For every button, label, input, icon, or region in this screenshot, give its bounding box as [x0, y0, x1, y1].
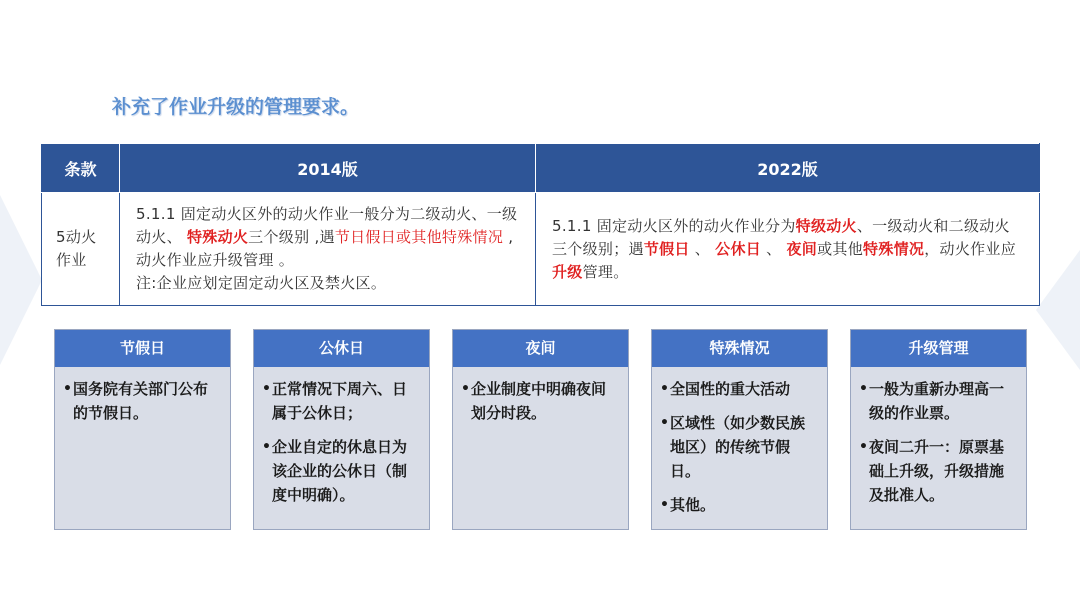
- text-2022-upgrade: 升级: [552, 262, 583, 281]
- text-2022-sep1: 、: [689, 239, 716, 258]
- text-2022-part11: ，动火作业应: [924, 239, 1017, 258]
- text-2022-part9: 或其他: [817, 239, 864, 258]
- page-heading: 补充了作业升级的管理要求。: [112, 96, 360, 118]
- text-2014-part1: 5.1.1 固定动火区外的动火作业一般分为二级动火、一级动火、: [136, 205, 518, 246]
- list-item: • 全国性的重大活动: [660, 377, 815, 401]
- list-item: • 区域性（如少数民族地区）的传统节假日。: [660, 411, 815, 483]
- text-2014-note: 注:企业应划定固定动火区及禁火区。: [136, 274, 387, 292]
- card-title: 夜间: [453, 330, 628, 367]
- list-item: • 其他。: [660, 493, 815, 517]
- text-2014-special-fire: 特殊动火: [186, 228, 249, 246]
- card-list: [851, 367, 1026, 507]
- text-2022-super-fire: 特级动火: [795, 216, 857, 235]
- card-rest-day: [253, 329, 430, 530]
- card-list: [652, 367, 827, 517]
- table-header-row: [42, 144, 1040, 193]
- cell-2014: [120, 193, 536, 306]
- card-list: [55, 367, 230, 425]
- card-night: [452, 329, 629, 530]
- list-item: • 正常情况下周六、日属于公休日；: [262, 377, 417, 425]
- card-holiday: [54, 329, 231, 530]
- header-2014: 2014版: [120, 144, 536, 193]
- text-2022-special: 特殊情况: [863, 239, 925, 258]
- text-2014-part5: ,动火作业应升级管理 。: [136, 228, 514, 269]
- list-item: • 一般为重新办理高一级的作业票。: [859, 377, 1014, 425]
- card-upgrade: [850, 329, 1027, 530]
- background-right-triangle: [1036, 250, 1080, 370]
- card-special: [651, 329, 828, 530]
- header-2022: 2022版: [536, 144, 1040, 193]
- list-item: • 企业自定的休息日为该企业的公休日（制度中明确）。: [262, 435, 417, 507]
- list-item: • 夜间二升一：原票基础上升级，升级措施及批准人。: [859, 435, 1014, 507]
- text-2022-night: 夜间: [786, 239, 818, 258]
- text-2022-part3: 、一级动火和二级动火三个级别；遇: [552, 216, 1010, 258]
- card-title: 升级管理: [851, 330, 1026, 367]
- header-clause: 条款: [42, 144, 120, 193]
- text-2022-holiday: 节假日: [643, 239, 690, 258]
- card-list: [254, 367, 429, 507]
- text-2014-part3: 三个级别 ,遇: [248, 228, 335, 246]
- text-2022-sep2: 、: [761, 239, 787, 258]
- card-list: [453, 367, 628, 425]
- card-title: 节假日: [55, 330, 230, 367]
- text-2022-rest-day: 公休日: [715, 239, 762, 258]
- comparison-table: [41, 143, 1040, 306]
- list-item: • 企业制度中明确夜间划分时段。: [461, 377, 616, 425]
- table-row: [42, 193, 1040, 306]
- clause-cell: 5动火作业: [42, 193, 120, 306]
- text-2022-part13: 管理。: [582, 262, 629, 281]
- background-left-triangle: [0, 195, 42, 365]
- text-2022-part1: 5.1.1 固定动火区外的动火作业分为: [552, 216, 796, 235]
- list-item: • 国务院有关部门公布的节假日。: [63, 377, 218, 425]
- text-2014-holidays: 节日假日或其他特殊情况: [334, 228, 504, 246]
- card-title: 特殊情况: [652, 330, 827, 367]
- card-title: 公休日: [254, 330, 429, 367]
- cell-2022: [536, 193, 1040, 306]
